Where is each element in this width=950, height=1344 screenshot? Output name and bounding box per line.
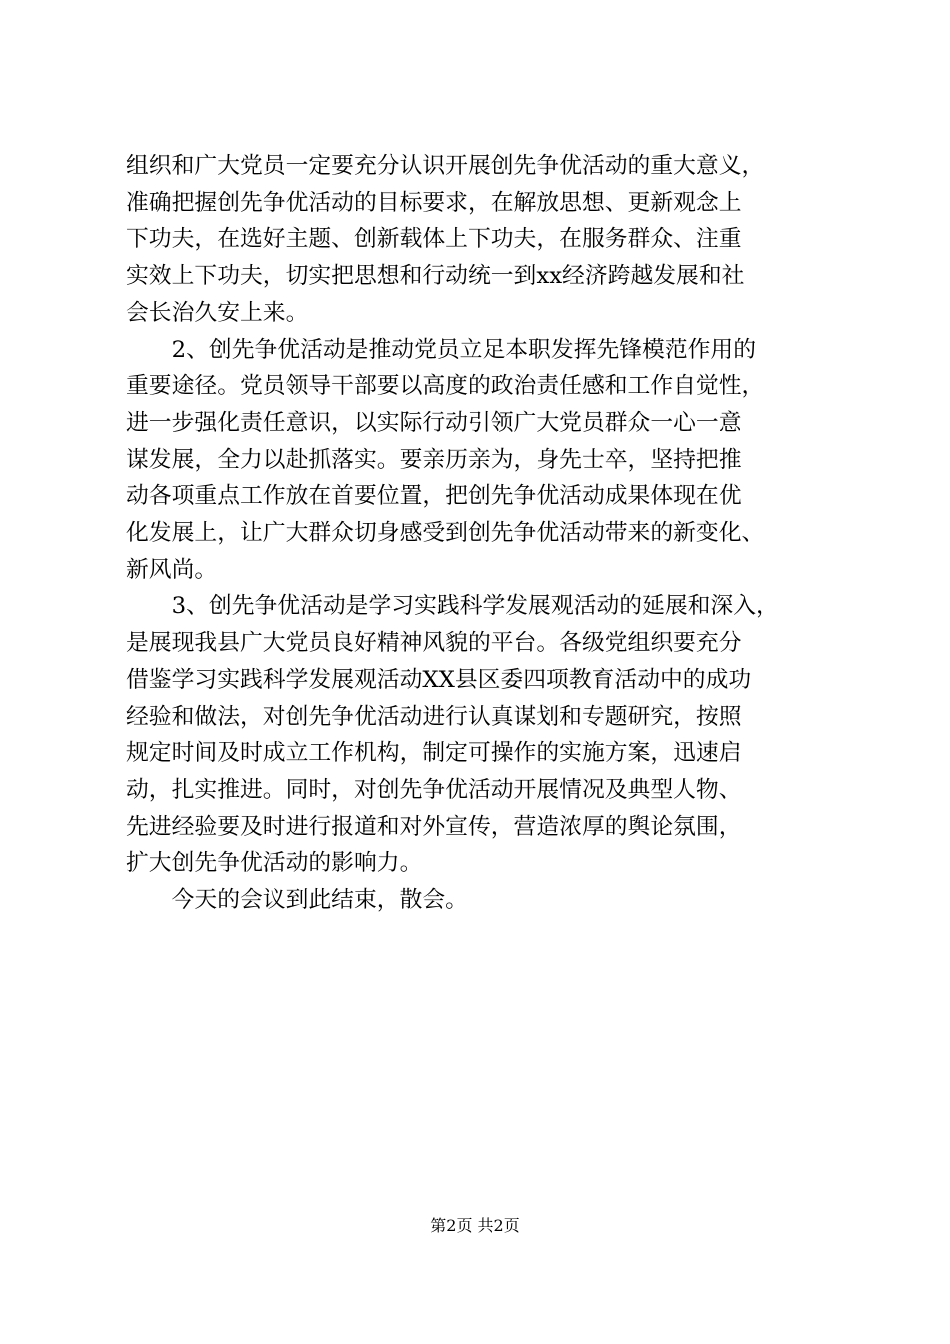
paragraph-continuation: 组织和广大党员一定要充分认识开展创先争优活动的重大意义， 准确把握创先争优活动的目标要求，在解放思想、更新观念上 下功夫，在选好主题、创新载体上下功夫，在服务群众、注重 实效上下功夫，切实把思想和行动统一到xx经济跨越发展和社 会长治久安上来。 [126, 153, 765, 326]
document-body [126, 148, 846, 919]
paragraph-point-3: 3、创先争优活动是学习实践科学发展观活动的延展和深入， 是展现我县广大党员良好精神风貌的平台。各级党组织要充分 借鉴学习实践科学发展观活动XX县区委四项教育活动中的成功 经验和做法，对创先争优活动进行认真谋划和专题研究，按照 规定时间及时成立工作机构，制定可操作的实施方案，迅速启 动，扎实推进。同时，对创先争优活动开展情况及典型人物、 先进经验要及时进行报道和对外宣传，营造浓厚的舆论氛围， 扩大创先争优活动的影响力。 [126, 593, 779, 877]
paragraph-closing: 今天的会议到此结束，散会。 [171, 887, 468, 914]
page-footer [0, 1215, 950, 1237]
page-number-label: 第2页 共2页 [430, 1216, 520, 1235]
paragraph-point-2: 2、创先争优活动是推动党员立足本职发挥先锋模范作用的 重要途径。党员领导干部要以高度的政治责任感和工作自觉性， 进一步强化责任意识，以实际行动引领广大党员群众一心一意 谋发展，全力以赴抓落实。要亲历亲为，身先士卒，坚持把推 动各项重点工作放在首要位置，把创先争优活动成果体现在优 化发展上，让广大群众切身感受到创先争优活动带来的新变化、 新风尚。 [126, 336, 765, 583]
